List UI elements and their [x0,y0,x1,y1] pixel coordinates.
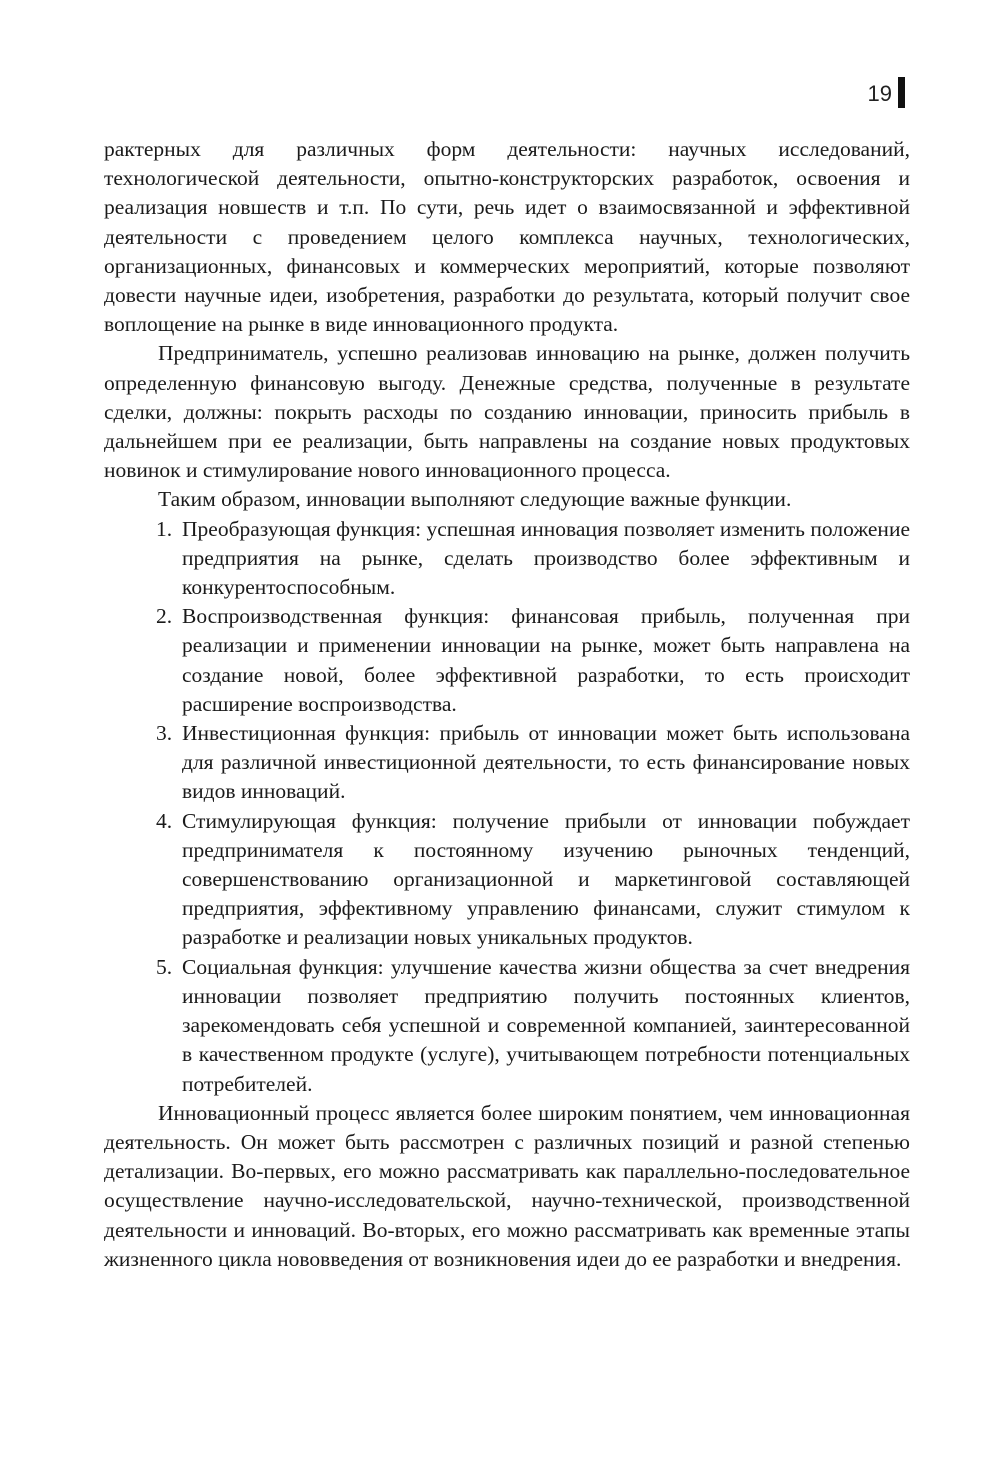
list-item [104,953,910,1099]
list-item [104,807,910,953]
list-item-text: Воспроизводственная функция: финансовая прибыль, полученная при реализации и применении инновации на рынке, может быть направлена на создание новой, более эффективной разработки, то есть происходит расширение воспроизводства. [182,604,910,716]
list-item [104,515,910,603]
list-item-text: Преобразующая функция: успешная инновация позволяет изменить положение предприятия на рынке, сделать производство более эффективным и конкурентоспособным. [182,516,910,600]
page-body [104,135,910,1274]
list-item-number: 5. [156,954,173,979]
list-item [104,602,910,719]
list-item-number: 1. [156,516,173,541]
list-item-number: 4. [156,808,173,833]
page-number: 19 [867,81,892,106]
list-item [104,719,910,807]
list-item-text: Социальная функция: улучшение качества жизни общества за счет внедрения инновации позволяет предприятию получить постоянных клиентов, зарекомендовать себя успешной и современной компанией, заинтересованной в качественном продукте (услуге), учитывающем потребности потенциальных потребителей. [182,954,910,1096]
paragraph-functions-intro: Таким образом, инновации выполняют следующие важные функции. [158,487,792,512]
paragraph-entrepreneur: Предприниматель, успешно реализовав инновацию на рынке, должен получить определенную финансовую выгоду. Денежные средства, полученные в результате сделки, должны: покрыть расходы по созданию инновации, приносить прибыль в дальнейшем при ее реализации, быть направлены на создание новых продуктовых новинок и стимулирование нового инновационного процесса. [104,341,910,483]
paragraph-innovation-process: Инновационный процесс является более широким понятием, чем инновационная деятельность. Он может быть рассмотрен с различных позиций и разной степенью детализации. Во-первых, его можно рассматривать как параллельно-последовательное осуществление научно-исследовательской, научно-технической, производственной деятельности и инноваций. Во-вторых, его можно рассматривать как временные этапы жизненного цикла нововведения от возникновения идеи до ее разработки и внедрения. [104,1100,910,1271]
list-item-text: Инвестиционная функция: прибыль от инновации может быть использована для различной инвестиционной деятельности, то есть финансирование новых видов инноваций. [182,721,910,804]
functions-list [104,515,910,1099]
paragraph-continuation: рактерных для различных форм деятельности: научных исследований, технологической деятельности, опытно-конструкторских разработок, освоения и реализация новшеств и т.п. По сути, речь идет о взаимосвязанной и эффективной деятельности с проведением целого комплекса научных, технологических, организационных, финансовых и коммерческих мероприятий, которые позволяют довести научные идеи, изобретения, разработки до результата, который получит свое воплощение на рынке в виде инновационного продукта. [104,137,910,337]
list-item-number: 3. [156,721,173,746]
list-item-text: Стимулирующая функция: получение прибыли от инновации побуждает предпринимателя к постоянному изучению рыночных тенденций, совершенствованию организационной и маркетинговой составляющей предприятия, эффективному управлению финансами, служит стимулом к разработке и реализации новых уникальных продуктов. [182,808,910,950]
list-item-number: 2. [156,604,173,629]
page-number-marker [898,77,905,108]
